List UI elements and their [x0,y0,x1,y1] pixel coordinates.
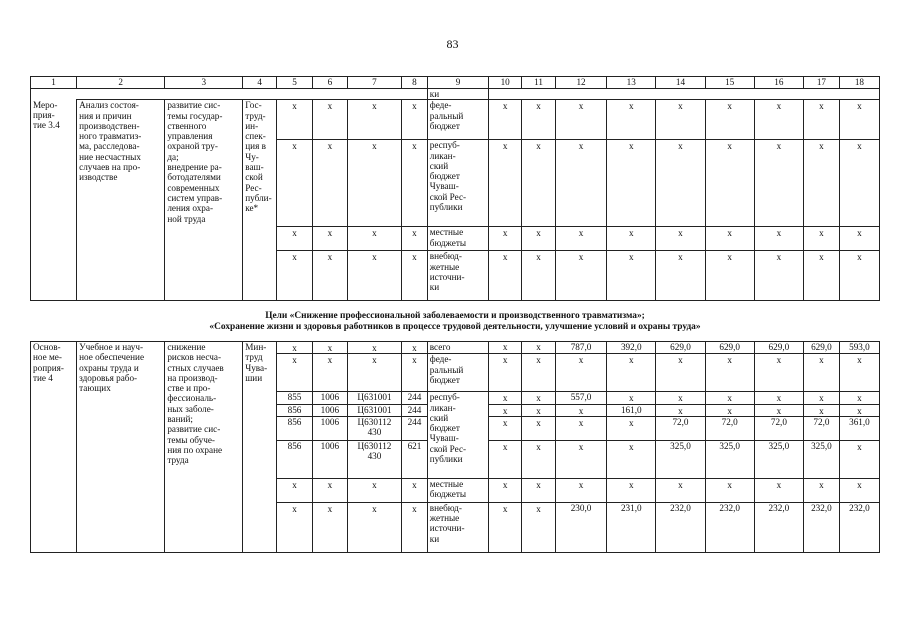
cell: 621 [402,440,428,478]
cell: 325,0 [754,440,803,478]
cell: 856 [277,416,313,440]
col-number: 17 [803,77,839,89]
cell: x [277,354,313,392]
cell: x [522,227,556,251]
cell: x [402,342,428,354]
col-number: 10 [489,77,522,89]
cell: 72,0 [754,416,803,440]
cell: x [277,502,313,552]
cell: x [555,354,606,392]
cell: x [607,416,656,440]
cell: x [705,100,754,140]
goals-line-2: «Сохранение жизни и здоровья работников в процессе трудовой деятельности, улучшение условий и охраны труда» [209,322,701,332]
event-name: Учебное и науч- ное обеспечение охраны труда и здоровья рабо- тающих [77,342,165,553]
cell: x [312,100,347,140]
cell: x [705,392,754,404]
cell: x [754,251,803,301]
cell: x [705,404,754,416]
cell: x [839,140,879,227]
cell: 244 [402,404,428,416]
col-number: 11 [522,77,556,89]
cell: x [489,404,522,416]
cell: x [555,440,606,478]
cell: x [607,440,656,478]
cell: x [656,227,705,251]
cell: x [656,404,705,416]
cell: 557,0 [555,392,606,404]
cell: x [489,416,522,440]
cell: 325,0 [656,440,705,478]
cell: 856 [277,440,313,478]
cell: 232,0 [803,502,839,552]
cell: x [312,342,347,354]
funding-source: внебюд- жетные источни- ки [427,502,489,552]
cell: 325,0 [705,440,754,478]
cell: Ц630112 430 [347,440,401,478]
cell: x [839,100,879,140]
cell: x [754,392,803,404]
cell: x [277,227,313,251]
cell: x [489,478,522,502]
cell: x [705,227,754,251]
cell: x [489,354,522,392]
cell: x [312,227,347,251]
cell: x [277,478,313,502]
col-number: 14 [656,77,705,89]
cell: x [705,251,754,301]
funding-source: всего [427,342,489,354]
cell: x [555,416,606,440]
col-number: 2 [77,77,165,89]
cell: x [555,140,606,227]
cell: Ц630112 430 [347,416,401,440]
col-number: 6 [312,77,347,89]
cell: 232,0 [754,502,803,552]
funding-source: респуб- ликан- ский бюджет Чуваш- ской Рес- публики [427,392,489,479]
cell: x [607,100,656,140]
cell: 1006 [312,416,347,440]
cell: 1006 [312,404,347,416]
cell: 232,0 [705,502,754,552]
cell: 629,0 [754,342,803,354]
goals-heading [30,311,880,333]
cell: 231,0 [607,502,656,552]
cell: x [705,140,754,227]
cell: x [277,342,313,354]
continuation-cell: ки [427,89,489,100]
cell: x [754,478,803,502]
col-number: 13 [607,77,656,89]
cell: x [754,140,803,227]
cell: x [347,478,401,502]
cell: x [402,227,428,251]
col-number: 9 [427,77,489,89]
cell: 629,0 [705,342,754,354]
cell: x [522,100,556,140]
cell: x [754,354,803,392]
cell: 787,0 [555,342,606,354]
cell: x [705,478,754,502]
event-code: Меро- прия- тие 3.4 [31,100,77,301]
event-name: Анализ состоя- ния и причин производствен- ного травматиз- ма, расследова- ние несчастных случаев на про- изводстве [77,100,165,301]
cell: x [489,251,522,301]
cell: x [277,100,313,140]
cell: x [803,354,839,392]
col-number: 8 [402,77,428,89]
funding-source: феде- ральный бюджет [427,100,489,140]
event-goal: развитие сис- темы государ- ственного управления охраной тру- да; внедрение ра- ботодателями современных систем управ- ления охра- ной труда [165,100,243,301]
cell: x [489,140,522,227]
responsible-executor: Гос- труд- ин- спек- ция в Чу- ваш- ской Рес- публи- ке* [243,100,277,301]
cell: x [312,140,347,227]
cell: 232,0 [839,502,879,552]
cell: x [555,251,606,301]
cell: 72,0 [803,416,839,440]
cell: x [555,100,606,140]
cell: x [522,251,556,301]
cell: x [839,440,879,478]
cell: x [754,227,803,251]
cell: x [489,342,522,354]
funding-source: внебюд- жетные источни- ки [427,251,489,301]
cell: x [803,251,839,301]
goals-line-1: Цели «Снижение профессиональной заболеваемости и производственного травматизма»; [265,311,645,321]
page-number: 83 [446,37,459,51]
cell: 230,0 [555,502,606,552]
cell: x [522,502,556,552]
cell: 72,0 [705,416,754,440]
cell: x [607,392,656,404]
column-number-row [31,77,880,89]
cell: 72,0 [656,416,705,440]
cell: x [402,478,428,502]
continuation-row [31,89,880,100]
cell: x [347,140,401,227]
cell: x [656,354,705,392]
cell: x [656,140,705,227]
program-table-bottom [30,341,880,553]
cell: 629,0 [656,342,705,354]
cell: x [656,251,705,301]
cell: x [803,478,839,502]
cell: x [754,100,803,140]
cell: x [555,227,606,251]
cell: x [607,354,656,392]
col-number: 15 [705,77,754,89]
cell: x [347,227,401,251]
cell: 392,0 [607,342,656,354]
cell: 593,0 [839,342,879,354]
cell: 244 [402,416,428,440]
cell: x [347,100,401,140]
col-number: 5 [277,77,313,89]
cell: x [803,140,839,227]
cell: x [522,354,556,392]
responsible-executor: Мин- труд Чува- шии [243,342,277,553]
event-goal: снижение рисков несча- стных случаев на производ- стве и про- фессиональ- ных заболе- ваний; развитие сис- темы обуче- ния по охране труда [165,342,243,553]
cell: x [555,478,606,502]
cell: x [839,404,879,416]
col-number: 1 [31,77,77,89]
col-number: 4 [243,77,277,89]
table-row [31,100,880,140]
col-number: 18 [839,77,879,89]
cell: x [489,100,522,140]
cell: x [489,227,522,251]
cell: x [522,342,556,354]
cell: x [607,227,656,251]
cell: x [522,140,556,227]
col-number: 7 [347,77,401,89]
event-code: Основ- ное ме- роприя- тие 4 [31,342,77,553]
cell: x [839,354,879,392]
cell: x [312,502,347,552]
cell: x [347,354,401,392]
cell: x [489,502,522,552]
cell: x [312,354,347,392]
program-table-top [30,76,880,301]
funding-source: респуб- ликан- ский бюджет Чуваш- ской Рес- публики [427,140,489,227]
cell: x [705,354,754,392]
cell: x [803,404,839,416]
cell: x [489,392,522,404]
funding-source: местные бюджеты [427,227,489,251]
col-number: 3 [165,77,243,89]
cell: 1006 [312,440,347,478]
cell: x [522,478,556,502]
cell: x [347,502,401,552]
cell: x [312,251,347,301]
cell: x [803,227,839,251]
cell: x [555,404,606,416]
cell: Ц631001 [347,404,401,416]
cell: x [347,342,401,354]
cell: 361,0 [839,416,879,440]
cell: Ц631001 [347,392,401,404]
cell: 244 [402,392,428,404]
cell: x [607,140,656,227]
cell: x [402,100,428,140]
funding-source: местные бюджеты [427,478,489,502]
cell: x [607,251,656,301]
cell: x [402,354,428,392]
cell: x [347,251,401,301]
cell: x [522,392,556,404]
cell: x [277,251,313,301]
cell: 856 [277,404,313,416]
cell: x [402,140,428,227]
cell: 629,0 [803,342,839,354]
col-number: 12 [555,77,606,89]
cell: x [277,140,313,227]
cell: x [402,502,428,552]
cell: x [839,227,879,251]
cell: 1006 [312,392,347,404]
cell: x [522,440,556,478]
cell: x [656,478,705,502]
cell: x [656,100,705,140]
funding-source: феде- ральный бюджет [427,354,489,392]
cell: x [522,404,556,416]
cell: 232,0 [656,502,705,552]
cell: x [839,251,879,301]
cell: 161,0 [607,404,656,416]
cell: x [803,392,839,404]
cell: x [489,440,522,478]
cell: 325,0 [803,440,839,478]
cell: x [754,404,803,416]
cell: x [607,478,656,502]
cell: x [839,478,879,502]
col-number: 16 [754,77,803,89]
cell: x [402,251,428,301]
cell: 855 [277,392,313,404]
cell: x [803,100,839,140]
cell: x [656,392,705,404]
table-row [31,342,880,354]
cell: x [522,416,556,440]
cell: x [312,478,347,502]
cell: x [839,392,879,404]
